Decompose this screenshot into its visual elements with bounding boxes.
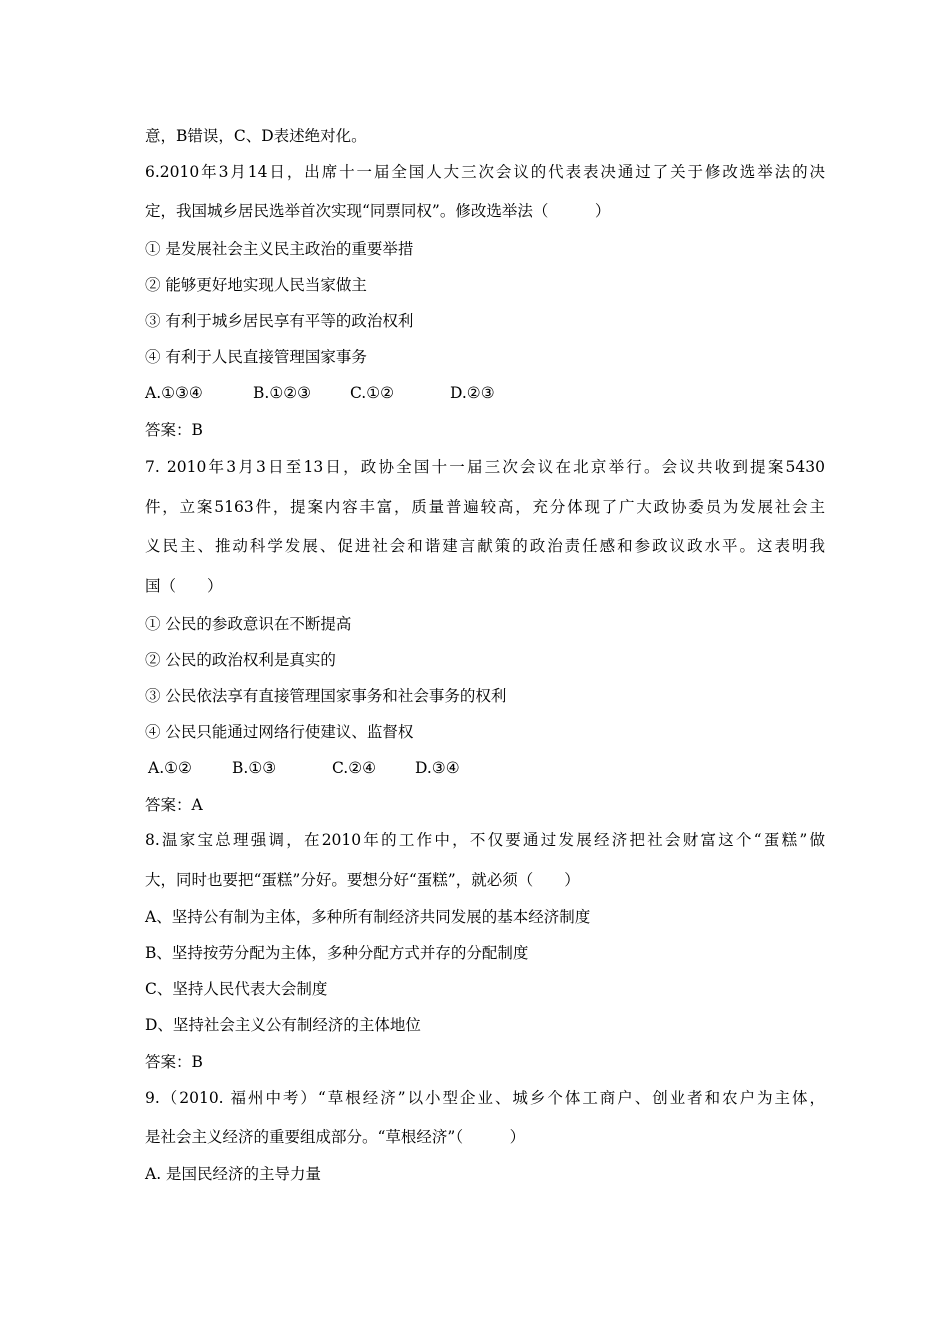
q7-stem-line3: 义民主、推动科学发展、促进社会和谐建言献策的政治责任感和参政议政水平。这表明我: [145, 537, 825, 555]
q6-option-c: C.①②: [350, 384, 395, 402]
q6-stem-line1: 6.2010年3月14日，出席十一届全国人大三次会议的代表表决通过了关于修改选举法的决: [145, 163, 825, 181]
q6-option-b: B.①②③: [253, 384, 312, 402]
q6-option-a: A.①③④: [145, 384, 203, 402]
q7-item-1: ① 公民的参政意识在不断提高: [145, 615, 352, 633]
q6-item-3: ③ 有利于城乡居民享有平等的政治权利: [145, 312, 414, 330]
q7-stem-line2: 件，立案5163件，提案内容丰富，质量普遍较高，充分体现了广大政协委员为发展社会主: [145, 498, 825, 516]
q7-option-a: A.①②: [148, 759, 192, 777]
q9-stem-line2: 是社会主义经济的重要组成部分。“草根经济”（ ）: [145, 1128, 526, 1146]
q6-item-4: ④ 有利于人民直接管理国家事务: [145, 348, 367, 366]
q6-stem-line2: 定，我国城乡居民选举首次实现“同票同权”。修改选举法（ ）: [145, 202, 611, 220]
q7-option-b: B.①③: [232, 759, 277, 777]
q8-item-a: A、坚持公有制为主体，多种所有制经济共同发展的基本经济制度: [145, 908, 591, 926]
q8-item-b: B、坚持按劳分配为主体，多种分配方式并存的分配制度: [145, 944, 529, 962]
q9-item-a: A. 是国民经济的主导力量: [145, 1165, 322, 1183]
q7-options: [148, 758, 828, 778]
q7-option-d: D.③④: [415, 759, 460, 777]
q8-answer: 答案：B: [145, 1053, 203, 1071]
q8-stem-line2: 大，同时也要把“蛋糕”分好。要想分好“蛋糕”，就必须（ ）: [145, 871, 580, 889]
q6-answer: 答案：B: [145, 421, 203, 439]
q6-item-2: ② 能够更好地实现人民当家做主: [145, 276, 367, 294]
q7-item-2: ② 公民的政治权利是真实的: [145, 651, 336, 669]
q9-stem-line1: 9.（2010. 福州中考）“草根经济”以小型企业、城乡个体工商户、创业者和农户为主体，: [145, 1089, 825, 1107]
q8-stem-line1: 8.温家宝总理强调，在2010年的工作中，不仅要通过发展经济把社会财富这个“蛋糕”做: [145, 831, 825, 849]
q8-item-c: C、坚持人民代表大会制度: [145, 980, 328, 998]
q7-stem-line1: 7. 2010年3月3日至13日，政协全国十一届三次会议在北京举行。会议共收到提案5430: [145, 458, 825, 476]
q6-option-d: D.②③: [450, 384, 495, 402]
q6-item-1: ① 是发展社会主义民主政治的重要举措: [145, 240, 414, 258]
q8-item-d: D、坚持社会主义公有制经济的主体地位: [145, 1016, 421, 1034]
q7-option-c: C.②④: [332, 759, 377, 777]
continuation-text: 意，B错误，C、D表述绝对化。: [145, 127, 367, 145]
q6-options: [145, 383, 825, 403]
q7-stem-line4: 国（ ）: [145, 577, 223, 595]
q7-item-3: ③ 公民依法享有直接管理国家事务和社会事务的权利: [145, 687, 507, 705]
q7-answer: 答案：A: [145, 796, 203, 814]
q7-item-4: ④ 公民只能通过网络行使建议、监督权: [145, 723, 414, 741]
